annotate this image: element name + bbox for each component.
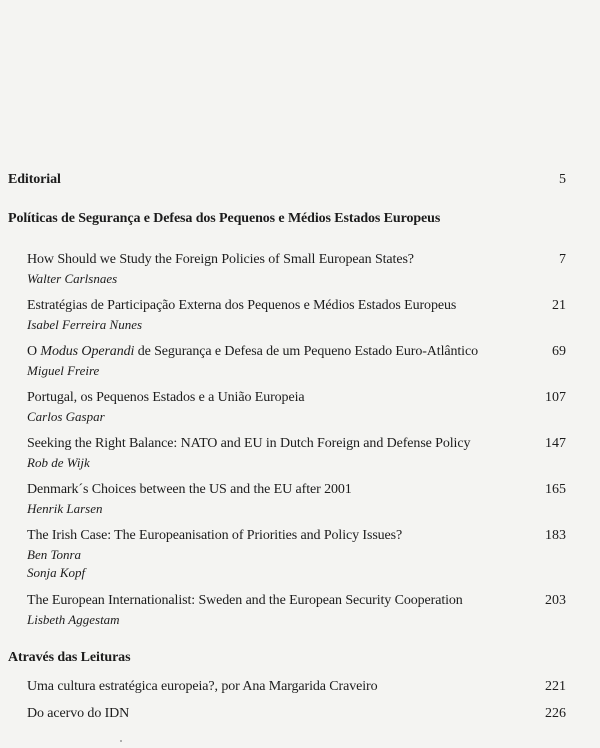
entry-page-number: 226 bbox=[545, 706, 566, 721]
entry-page-number: 21 bbox=[552, 298, 566, 313]
entry-title-prefix: O bbox=[27, 344, 41, 359]
entry-page-number: 107 bbox=[545, 390, 566, 405]
entry-author: Sonja Kopf bbox=[27, 565, 86, 580]
entry-title: The European Internationalist: Sweden and the European Security Cooperation bbox=[27, 593, 463, 608]
entry-page-number: 165 bbox=[545, 482, 566, 497]
entry-author: Isabel Ferreira Nunes bbox=[27, 317, 143, 332]
entry-author: Walter Carlsnaes bbox=[27, 271, 118, 286]
entry-title: How Should we Study the Foreign Policies of Small European States? bbox=[27, 252, 414, 267]
page-speck bbox=[120, 740, 122, 742]
entry-author: Lisbeth Aggestam bbox=[27, 612, 120, 627]
entry-title-italic: Modus Operandi bbox=[40, 344, 135, 359]
entry-title-rest: de Segurança e Defesa de um Pequeno Estado Euro-Atlântico bbox=[134, 344, 478, 359]
entry-page-number: 7 bbox=[559, 252, 566, 267]
entry-page-number: 183 bbox=[545, 528, 566, 543]
entry-author: Rob de Wijk bbox=[27, 455, 90, 470]
section-heading-politicas: Políticas de Segurança e Defesa dos Pequenos e Médios Estados Europeus bbox=[8, 211, 441, 226]
entry-title: Uma cultura estratégica europeia?, por Ana Margarida Craveiro bbox=[27, 679, 378, 694]
entry-title: Seeking the Right Balance: NATO and EU in Dutch Foreign and Defense Policy bbox=[27, 436, 471, 451]
entry-author: Ben Tonra bbox=[27, 547, 82, 562]
entry-author: Carlos Gaspar bbox=[27, 409, 105, 424]
entry-page-number: 147 bbox=[545, 436, 566, 451]
entry-author: Henrik Larsen bbox=[27, 501, 103, 516]
entry-title bbox=[27, 344, 478, 360]
entry-page-number: 69 bbox=[552, 344, 566, 359]
entry-title: Do acervo do IDN bbox=[27, 706, 130, 721]
entry-title: Portugal, os Pequenos Estados e a União Europeia bbox=[27, 390, 305, 405]
section-heading-atraves: Através das Leituras bbox=[8, 650, 131, 665]
entry-title: Denmark´s Choices between the US and the EU after 2001 bbox=[27, 482, 352, 497]
entry-title: Estratégias de Participação Externa dos Pequenos e Médios Estados Europeus bbox=[27, 298, 457, 313]
editorial-page-number: 5 bbox=[559, 172, 566, 187]
entry-page-number: 203 bbox=[545, 593, 566, 608]
entry-page-number: 221 bbox=[545, 679, 566, 694]
editorial-heading: Editorial bbox=[8, 172, 61, 187]
entry-title: The Irish Case: The Europeanisation of Priorities and Policy Issues? bbox=[27, 528, 403, 543]
entry-author: Miguel Freire bbox=[27, 363, 100, 378]
